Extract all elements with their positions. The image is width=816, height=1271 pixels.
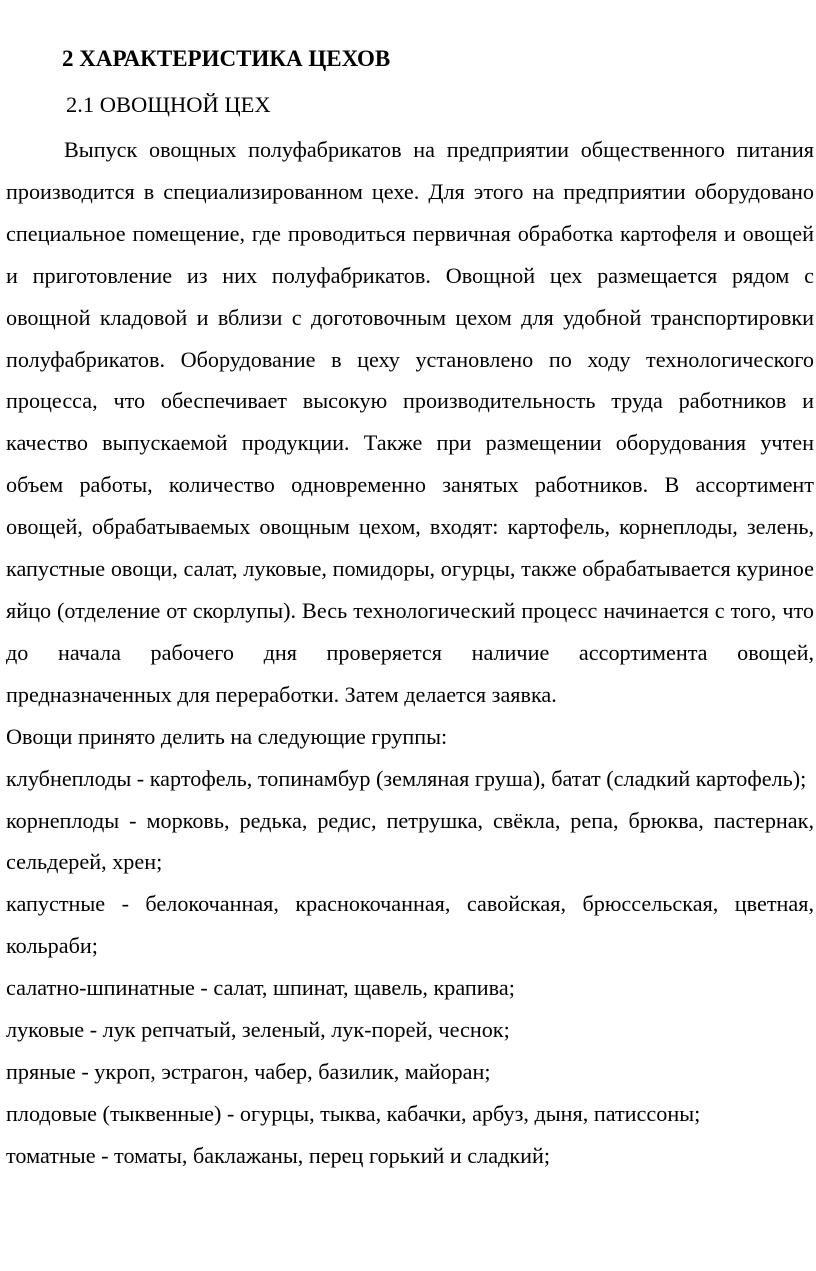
list-item: капустные - белокочанная, краснокочанная, савойская, брюссельская, цветная, кольраби; — [6, 891, 814, 959]
list-item: плодовые (тыквенные) - огурцы, тыква, кабачки, арбуз, дыня, патиссоны; — [6, 1100, 701, 1126]
list-item: томатные - томаты, баклажаны, перец горький и сладкий; — [6, 1142, 551, 1168]
list-item: корнеплоды - морковь, редька, редис, петрушка, свёкла, репа, брюква, пастернак, сельдерей, хрен; — [6, 807, 814, 875]
document-body — [6, 129, 814, 1177]
intro-paragraph: Выпуск овощных полуфабрикатов на предприятии общественного питания производится в специализированном цехе. Для этого на предприятии оборудовано специальное помещение, где проводиться первичная обработка картофеля и овощей и приготовление из них полуфабрикатов. Овощной цех размещается рядом с овощной кладовой и вблизи с доготовочным цехом для удобной транспортировки полуфабрикатов. Оборудование в цеху установлено по ходу технологического процесса, что обеспечивает высокую производительность труда работников и качество выпускаемой продукции. Также при размещении оборудования учтен объем работы, количество одновременно занятых работников. В ассортимент овощей, обрабатываемых овощным цехом, входят: картофель, корнеплоды, зелень, капустные овощи, салат, луковые, помидоры, огурцы, также обрабатывается куриное яйцо (отделение от скорлупы). Весь технологический процесс начинается с того, что до начала рабочего дня проверяется наличие ассортимента овощей, предназначенных для переработки. Затем делается заявка. — [6, 137, 814, 707]
groups-intro: Овощи принято делить на следующие группы: — [6, 723, 448, 749]
subsection-title: 2.1 ОВОЩНОЙ ЦЕХ — [66, 92, 271, 117]
list-item: луковые - лук репчатый, зеленый, лук-порей, чеснок; — [6, 1017, 510, 1043]
list-item: клубнеплоды - картофель, топинамбур (земляная груша), батат (сладкий картофель); — [6, 765, 807, 791]
list-item: пряные - укроп, эстрагон, чабер, базилик, майоран; — [6, 1058, 491, 1084]
section-title: 2 ХАРАКТЕРИСТИКА ЦЕХОВ — [62, 46, 391, 71]
list-item: салатно-шпинатные - салат, шпинат, щавель, крапива; — [6, 975, 515, 1001]
